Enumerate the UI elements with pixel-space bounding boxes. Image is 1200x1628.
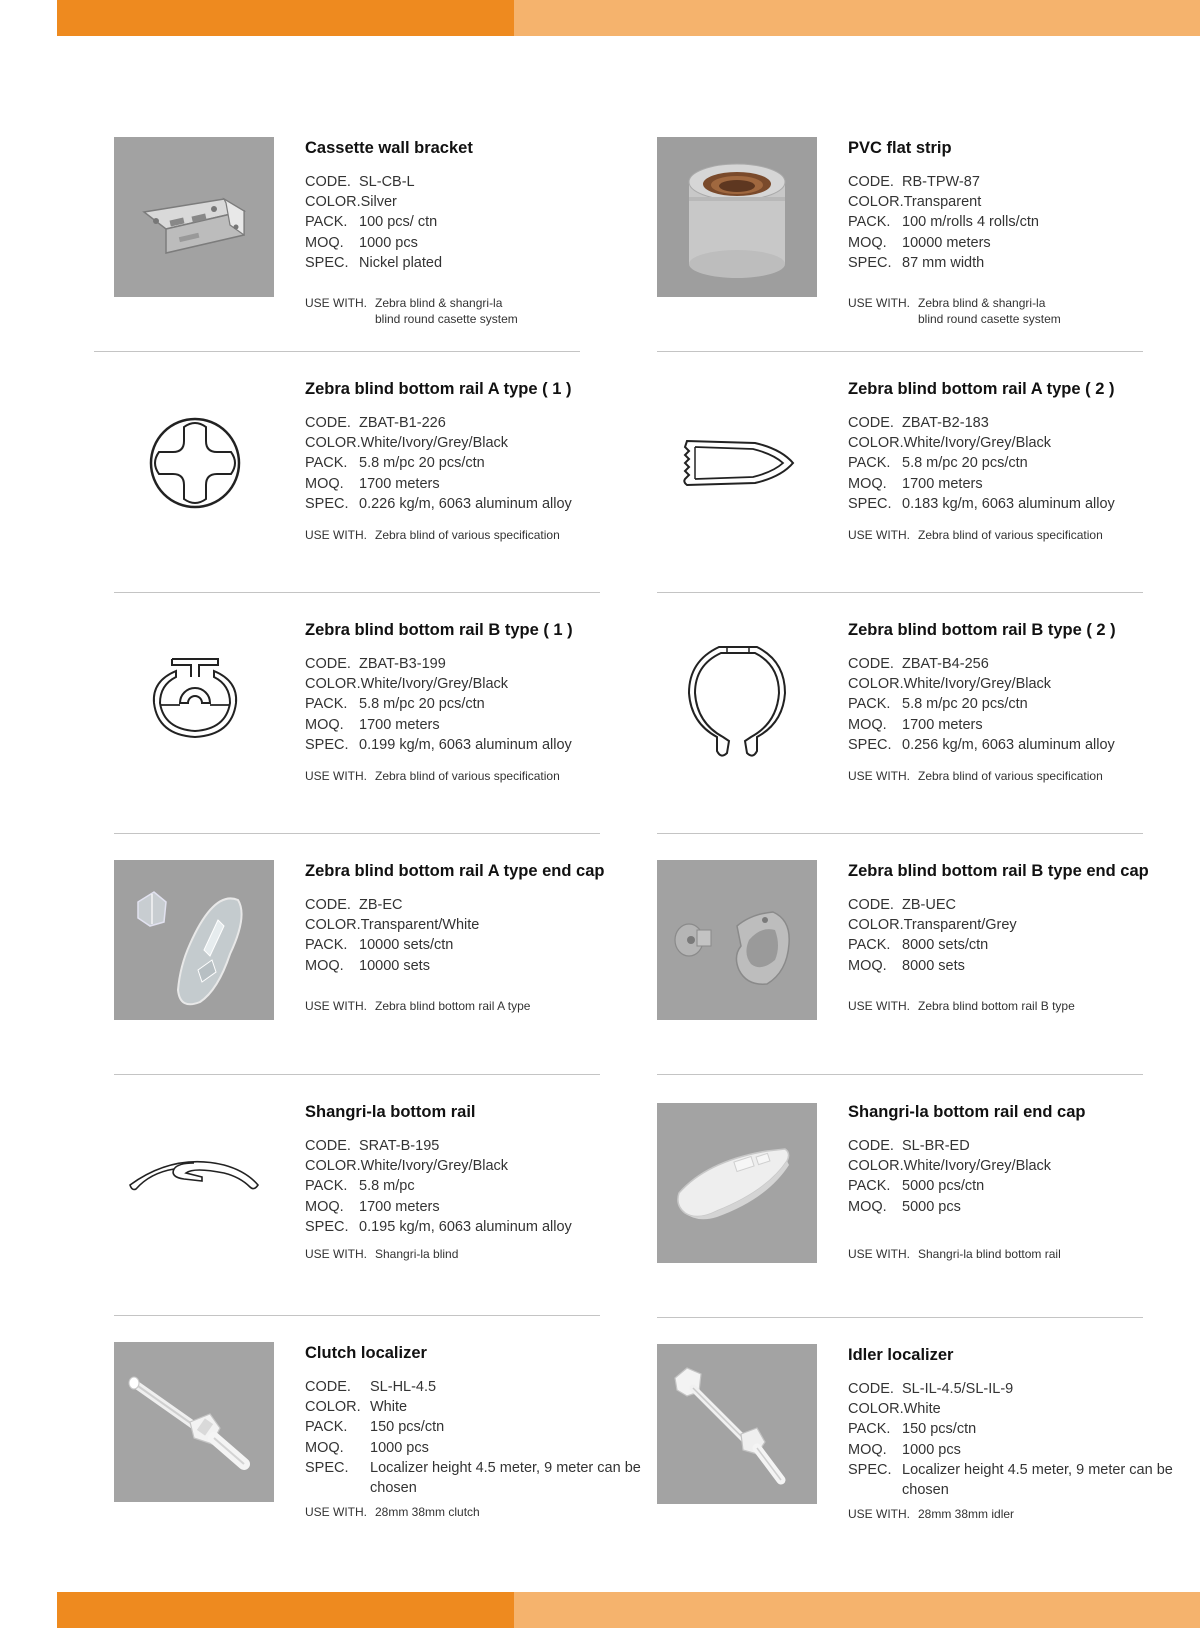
spec-label: PACK.	[305, 214, 348, 231]
spec-value: 1000 pcs	[902, 1441, 961, 1458]
spec-value: 10000 sets	[359, 957, 430, 974]
use-with-label: USE WITH.	[848, 1246, 910, 1261]
product-card	[114, 137, 674, 357]
spec-value: 100 m/rolls 4 rolls/ctn	[902, 214, 1039, 231]
product-title: Shangri-la bottom rail end cap	[848, 1103, 1086, 1121]
spec-value: 8000 sets	[902, 957, 965, 974]
spec-value: White/Ivory/Grey/Black	[360, 1158, 509, 1175]
footer-color-bar	[57, 1592, 1200, 1628]
spec-value: Localizer height 4.5 meter, 9 meter can be chosen	[902, 1461, 1173, 1499]
spec-label: MOQ.	[848, 234, 887, 251]
spec-value: 5.8 m/pc 20 pcs/ctn	[359, 455, 485, 472]
product-card	[657, 619, 1200, 839]
use-with-label: USE WITH.	[305, 769, 367, 784]
use-with-line: Zebra blind & shangri-la	[375, 296, 503, 311]
spec-row-pack	[848, 694, 1200, 714]
use-with-value	[918, 295, 1200, 327]
product-card	[657, 860, 1200, 1080]
spec-value: 1000 pcs	[359, 234, 418, 251]
end-cap-a-photo	[114, 860, 274, 1020]
use-with-label: USE WITH.	[305, 1505, 367, 1520]
use-with-label: USE WITH.	[305, 998, 367, 1013]
spec-row-code	[848, 895, 1200, 915]
spec-label: MOQ.	[305, 716, 344, 733]
spec-label: COLOR.	[848, 435, 904, 452]
spec-label: MOQ.	[305, 1439, 344, 1456]
spec-label: COLOR.	[848, 194, 904, 211]
spec-label: PACK.	[305, 1178, 348, 1195]
spec-row-code	[848, 654, 1200, 674]
use-with-value: Zebra blind of various specification	[918, 528, 1103, 543]
product-title: Idler localizer	[848, 1346, 954, 1364]
spec-value: 1700 meters	[902, 716, 983, 733]
spec-value: White	[370, 1399, 408, 1416]
rail-b2-profile-drawing	[657, 619, 817, 779]
spec-row-moq	[305, 474, 680, 494]
product-title: Zebra blind bottom rail A type ( 2 )	[848, 380, 1115, 398]
product-title: Zebra blind bottom rail A type end cap	[305, 862, 605, 880]
spec-label: PACK.	[848, 214, 891, 231]
spec-value: 10000 sets/ctn	[359, 937, 454, 954]
spec-row-color	[305, 1397, 680, 1417]
spec-label: COLOR.	[848, 1401, 904, 1418]
spec-label: CODE.	[305, 1379, 351, 1395]
spec-row-code	[848, 413, 1200, 433]
spec-value: White/Ivory/Grey/Black	[903, 1158, 1052, 1175]
use-with-label: USE WITH.	[848, 769, 910, 784]
spec-label: COLOR.	[305, 435, 361, 452]
spec-label: PACK.	[305, 937, 348, 954]
spec-row-color	[305, 1156, 680, 1176]
spec-row-color	[848, 915, 1200, 935]
product-title: Zebra blind bottom rail B type ( 2 )	[848, 621, 1116, 639]
spec-row-pack	[305, 1176, 680, 1196]
spec-row-spec	[848, 494, 1200, 514]
use-with	[848, 1246, 1200, 1262]
product-info	[848, 860, 1200, 1014]
use-with-value: Zebra blind of various specification	[375, 769, 560, 784]
shangri-la-end-cap-photo	[657, 1103, 817, 1263]
spec-row-code	[305, 895, 680, 915]
use-with	[305, 527, 680, 543]
spec-value: 0.199 kg/m, 6063 aluminum alloy	[359, 736, 572, 753]
spec-row-pack	[848, 212, 1200, 232]
product-title: Zebra blind bottom rail B type ( 1 )	[305, 621, 573, 639]
spec-label: CODE.	[305, 897, 351, 913]
use-with	[305, 768, 680, 784]
product-info	[848, 1344, 1200, 1522]
product-card	[657, 137, 1200, 357]
spec-value: White/Ivory/Grey/Black	[360, 435, 509, 452]
spec-row-pack	[305, 694, 680, 714]
use-with-value: Zebra blind of various specification	[375, 528, 560, 543]
spec-row-pack	[305, 453, 680, 473]
clutch-localizer-photo	[114, 1342, 274, 1502]
use-with	[848, 1506, 1200, 1522]
spec-label: MOQ.	[848, 957, 887, 974]
spec-row-spec	[305, 1217, 680, 1237]
product-info	[848, 137, 1200, 327]
spec-value: 1700 meters	[359, 475, 440, 492]
use-with-value: Zebra blind of various specification	[918, 769, 1103, 784]
spec-row-color	[848, 1399, 1200, 1419]
spec-value: 150 pcs/ctn	[902, 1421, 977, 1438]
spec-row-moq	[848, 715, 1200, 735]
product-card	[114, 860, 674, 1080]
spec-label: SPEC.	[305, 736, 349, 753]
spec-value: ZB-EC	[359, 897, 403, 913]
spec-row-spec	[848, 735, 1200, 755]
use-with-label: USE WITH.	[848, 528, 910, 543]
product-card	[114, 619, 674, 839]
spec-label: SPEC.	[848, 736, 892, 753]
spec-label: SPEC.	[305, 1218, 349, 1235]
product-card	[657, 1344, 1200, 1564]
spec-row-moq	[848, 1440, 1200, 1460]
spec-value: 5000 pcs/ctn	[902, 1178, 985, 1195]
spec-value: 5.8 m/pc 20 pcs/ctn	[359, 696, 485, 713]
spec-row-color	[848, 674, 1200, 694]
spec-value: 5.8 m/pc	[359, 1178, 415, 1195]
use-with	[305, 295, 680, 327]
spec-value: White/Ivory/Grey/Black	[360, 676, 509, 693]
spec-row-moq	[305, 1438, 680, 1458]
spec-row-color	[305, 433, 680, 453]
product-title: Zebra blind bottom rail A type ( 1 )	[305, 380, 572, 398]
spec-value: 0.183 kg/m, 6063 aluminum alloy	[902, 495, 1115, 512]
spec-value: Localizer height 4.5 meter, 9 meter can be chosen	[370, 1459, 641, 1497]
spec-value: RB-TPW-87	[902, 174, 980, 190]
spec-row-color	[848, 192, 1200, 212]
use-with-value: Zebra blind bottom rail A type	[375, 998, 531, 1013]
spec-label: MOQ.	[848, 475, 887, 492]
spec-value: 8000 sets/ctn	[902, 937, 989, 954]
spec-label: CODE.	[305, 1138, 351, 1154]
product-info	[305, 1101, 680, 1262]
spec-row-code	[305, 172, 680, 192]
spec-value: 0.256 kg/m, 6063 aluminum alloy	[902, 736, 1115, 753]
spec-label: CODE.	[305, 656, 351, 672]
spec-row-spec	[305, 494, 680, 514]
idler-localizer-photo	[657, 1344, 817, 1504]
header-bar-light-segment	[514, 0, 1200, 36]
spec-value: 100 pcs/ ctn	[359, 214, 438, 231]
use-with	[848, 295, 1200, 327]
spec-row-code	[305, 413, 680, 433]
spec-label: SPEC.	[848, 1461, 892, 1478]
spec-row-spec	[848, 253, 1200, 273]
spec-value: SL-BR-ED	[902, 1138, 970, 1154]
use-with-value: Shangri-la blind bottom rail	[918, 1246, 1061, 1261]
product-info	[305, 619, 680, 784]
spec-label: CODE.	[848, 174, 894, 190]
spec-label: PACK.	[848, 1421, 891, 1438]
spec-label: COLOR.	[305, 1399, 361, 1416]
spec-row-pack	[848, 453, 1200, 473]
spec-value: 1700 meters	[359, 716, 440, 733]
spec-value: Nickel plated	[359, 254, 443, 271]
rail-a2-profile-drawing	[657, 383, 817, 543]
end-cap-b-photo	[657, 860, 817, 1020]
spec-value: 150 pcs/ctn	[370, 1419, 445, 1436]
spec-label: MOQ.	[305, 957, 344, 974]
spec-row-color	[848, 433, 1200, 453]
spec-row-moq	[848, 474, 1200, 494]
use-with	[848, 998, 1200, 1014]
use-with-label: USE WITH.	[305, 1247, 367, 1262]
spec-value: ZB-UEC	[902, 897, 956, 913]
spec-row-pack	[848, 1419, 1200, 1439]
spec-label: MOQ.	[305, 1198, 344, 1215]
product-title: Clutch localizer	[305, 1344, 427, 1362]
spec-label: CODE.	[305, 174, 351, 190]
spec-row-spec	[305, 1458, 680, 1498]
spec-label: MOQ.	[848, 716, 887, 733]
spec-value: White	[903, 1401, 941, 1418]
use-with	[305, 1504, 680, 1520]
product-card	[114, 1101, 674, 1321]
use-with-label: USE WITH.	[305, 296, 367, 311]
spec-row-code	[305, 654, 680, 674]
product-title: Zebra blind bottom rail B type end cap	[848, 862, 1149, 880]
spec-row-color	[305, 192, 680, 212]
spec-label: COLOR.	[305, 676, 361, 693]
spec-value: 1700 meters	[902, 475, 983, 492]
product-title: PVC flat strip	[848, 139, 952, 157]
spec-label: MOQ.	[305, 234, 344, 251]
spec-value: Transparent	[903, 194, 982, 211]
pvc-flat-strip-photo	[657, 137, 817, 297]
spec-value: White/Ivory/Grey/Black	[903, 435, 1052, 452]
spec-label: MOQ.	[305, 475, 344, 492]
spec-value: 0.226 kg/m, 6063 aluminum alloy	[359, 495, 572, 512]
spec-value: 10000 meters	[902, 234, 991, 251]
spec-label: SPEC.	[305, 495, 349, 512]
spec-row-pack	[305, 1417, 680, 1437]
spec-value: 5.8 m/pc 20 pcs/ctn	[902, 696, 1028, 713]
use-with-value: 28mm 38mm clutch	[375, 1505, 480, 1520]
spec-label: PACK.	[305, 1419, 348, 1436]
spec-row-moq	[848, 1197, 1200, 1217]
spec-label: PACK.	[848, 937, 891, 954]
spec-row-code	[848, 172, 1200, 192]
spec-label: CODE.	[848, 1138, 894, 1154]
spec-row-moq	[305, 715, 680, 735]
footer-bar-light-segment	[514, 1592, 1200, 1628]
spec-label: PACK.	[848, 1178, 891, 1195]
spec-label: PACK.	[848, 696, 891, 713]
spec-value: 87 mm width	[902, 254, 985, 271]
spec-value: White/Ivory/Grey/Black	[903, 676, 1052, 693]
spec-row-code	[848, 1136, 1200, 1156]
spec-label: SPEC.	[305, 254, 349, 271]
footer-bar-dark-segment	[57, 1592, 514, 1628]
spec-label: COLOR.	[305, 917, 361, 934]
spec-row-moq	[848, 956, 1200, 976]
spec-value: ZBAT-B4-256	[902, 656, 989, 672]
use-with-line: blind round casette system	[918, 312, 1061, 327]
spec-label: CODE.	[848, 897, 894, 913]
use-with-label: USE WITH.	[848, 1507, 910, 1522]
spec-label: CODE.	[848, 415, 894, 431]
spec-label: COLOR.	[848, 917, 904, 934]
use-with	[305, 1246, 680, 1262]
product-card	[657, 1101, 1200, 1321]
spec-label: SPEC.	[848, 495, 892, 512]
use-with-label: USE WITH.	[305, 528, 367, 543]
spec-label: CODE.	[305, 415, 351, 431]
use-with-value: 28mm 38mm idler	[918, 1507, 1015, 1522]
spec-row-moq	[305, 233, 680, 253]
spec-label: SPEC.	[305, 1459, 349, 1476]
spec-row-moq	[305, 1197, 680, 1217]
use-with-value	[375, 295, 680, 327]
spec-value: SL-HL-4.5	[370, 1379, 437, 1395]
cassette-wall-bracket-photo	[114, 137, 274, 297]
spec-row-color	[305, 674, 680, 694]
spec-value: Transparent/White	[360, 917, 480, 934]
spec-row-code	[305, 1136, 680, 1156]
rail-b1-profile-drawing	[114, 619, 274, 779]
spec-label: COLOR.	[848, 676, 904, 693]
product-title: Shangri-la bottom rail	[305, 1103, 476, 1121]
spec-value: ZBAT-B2-183	[902, 415, 989, 431]
spec-value: SL-CB-L	[359, 174, 415, 190]
product-card	[657, 378, 1200, 598]
product-info	[305, 1342, 680, 1520]
use-with	[848, 527, 1200, 543]
use-with-line: Zebra blind & shangri-la	[918, 296, 1046, 311]
spec-row-code	[848, 1379, 1200, 1399]
header-bar-dark-segment	[57, 0, 514, 36]
product-info	[848, 378, 1200, 543]
shangri-la-rail-profile-drawing	[114, 1101, 274, 1261]
spec-value: ZBAT-B1-226	[359, 415, 446, 431]
spec-value: ZBAT-B3-199	[359, 656, 446, 672]
spec-row-code	[305, 1377, 680, 1397]
product-card	[114, 1342, 674, 1562]
spec-value: Silver	[360, 194, 397, 211]
product-info	[848, 1101, 1200, 1262]
use-with-label: USE WITH.	[848, 296, 910, 311]
spec-value: SL-IL-4.5/SL-IL-9	[902, 1381, 1014, 1397]
product-info	[305, 860, 680, 1014]
spec-row-pack	[848, 935, 1200, 955]
header-color-bar	[57, 0, 1200, 36]
product-info	[305, 137, 680, 327]
spec-value: 0.195 kg/m, 6063 aluminum alloy	[359, 1218, 572, 1235]
spec-row-color	[305, 915, 680, 935]
spec-label: PACK.	[848, 455, 891, 472]
spec-label: COLOR.	[305, 194, 361, 211]
product-info	[305, 378, 680, 543]
spec-value: 5000 pcs	[902, 1198, 961, 1215]
use-with-value: Zebra blind bottom rail B type	[918, 998, 1075, 1013]
spec-label: PACK.	[305, 455, 348, 472]
spec-row-moq	[848, 233, 1200, 253]
spec-row-spec	[305, 253, 680, 273]
spec-value: SRAT-B-195	[359, 1138, 440, 1154]
spec-row-moq	[305, 956, 680, 976]
use-with-label: USE WITH.	[848, 998, 910, 1013]
spec-row-spec	[305, 735, 680, 755]
use-with-value: Shangri-la blind	[375, 1247, 459, 1262]
spec-row-color	[848, 1156, 1200, 1176]
spec-row-pack	[305, 212, 680, 232]
product-title: Cassette wall bracket	[305, 139, 473, 157]
product-card	[114, 378, 674, 598]
use-with	[848, 768, 1200, 784]
spec-label: CODE.	[848, 1381, 894, 1397]
use-with-line: blind round casette system	[375, 312, 518, 327]
spec-value: 1700 meters	[359, 1198, 440, 1215]
spec-value: 1000 pcs	[370, 1439, 429, 1456]
spec-row-spec	[848, 1460, 1200, 1500]
spec-label: PACK.	[305, 696, 348, 713]
spec-row-pack	[848, 1176, 1200, 1196]
spec-value: Transparent/Grey	[903, 917, 1017, 934]
spec-value: 5.8 m/pc 20 pcs/ctn	[902, 455, 1028, 472]
spec-label: MOQ.	[848, 1441, 887, 1458]
spec-row-pack	[305, 935, 680, 955]
use-with	[305, 998, 680, 1014]
spec-label: CODE.	[848, 656, 894, 672]
spec-label: COLOR.	[305, 1158, 361, 1175]
spec-label: MOQ.	[848, 1198, 887, 1215]
rail-a1-profile-drawing	[114, 383, 274, 543]
spec-label: COLOR.	[848, 1158, 904, 1175]
spec-label: SPEC.	[848, 254, 892, 271]
product-info	[848, 619, 1200, 784]
